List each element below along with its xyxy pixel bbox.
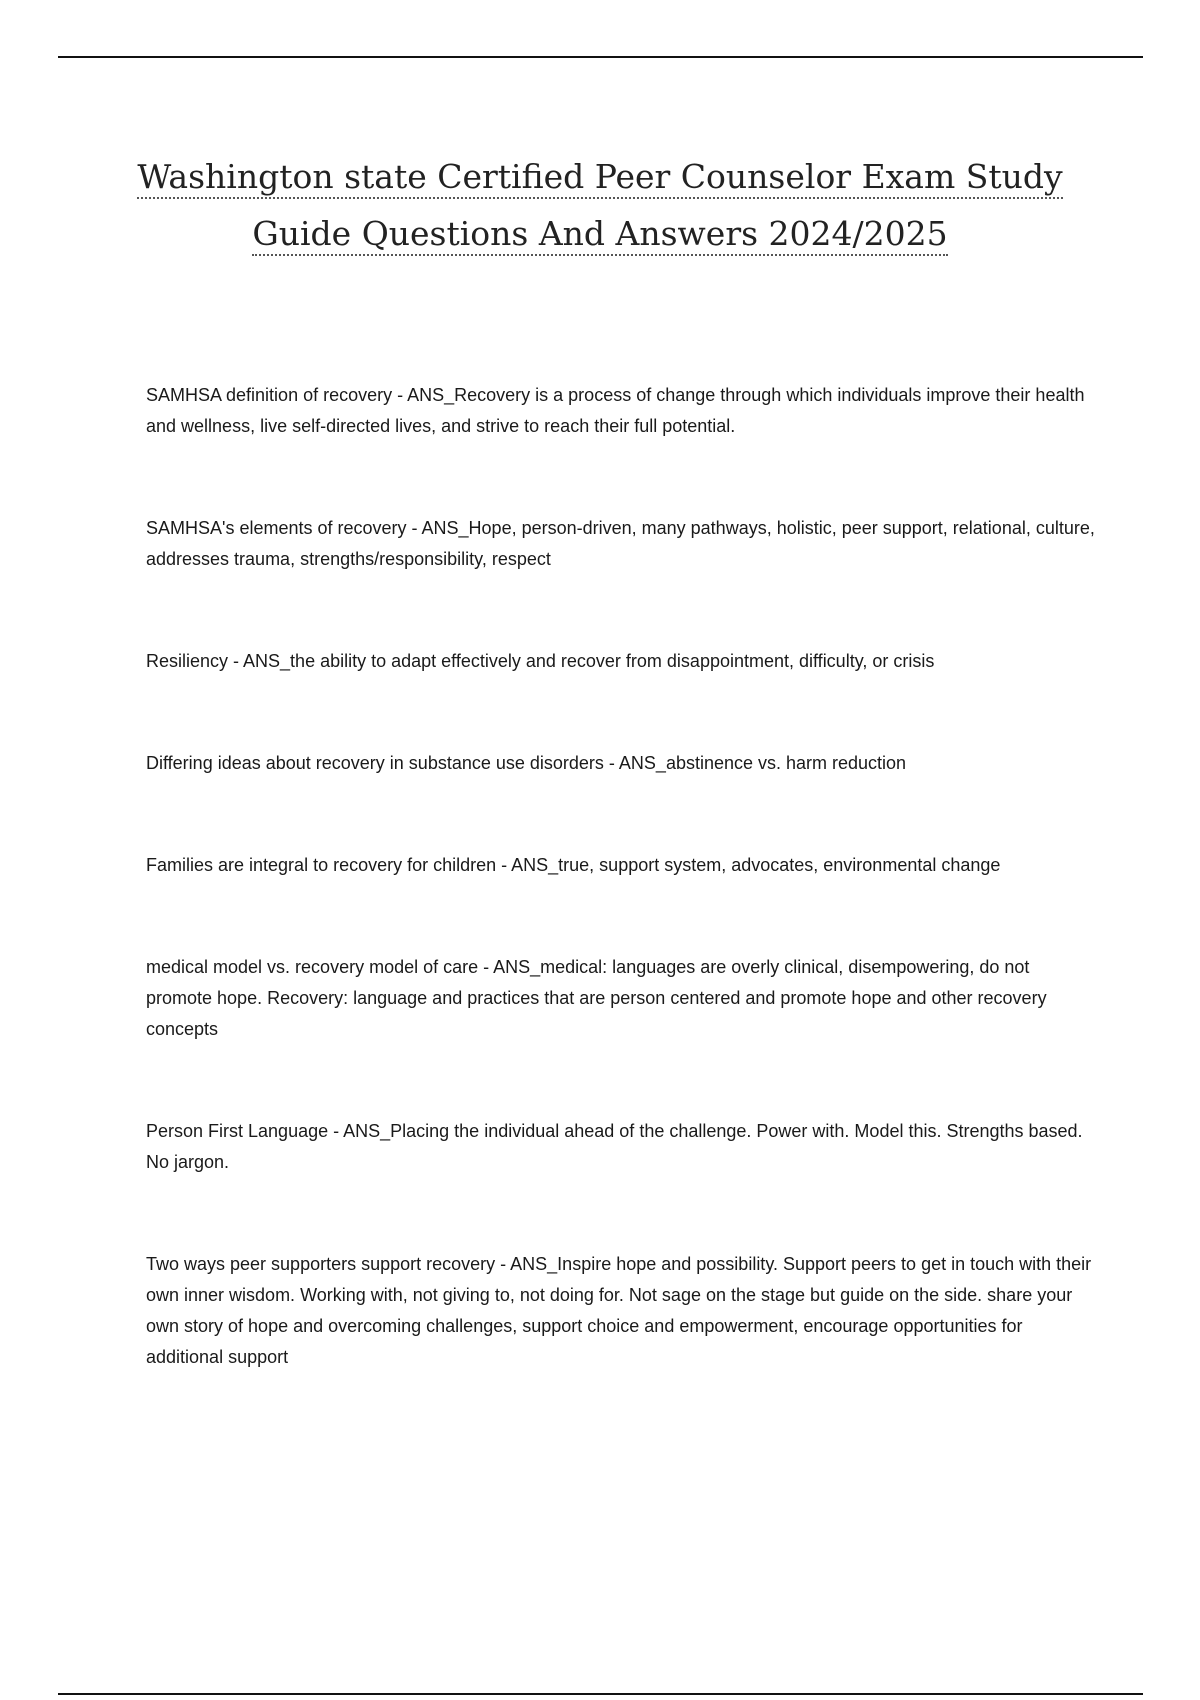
top-rule <box>58 56 1143 58</box>
qa-item-resiliency: Resiliency - ANS_the ability to adapt effectively and recover from disappointment, difficulty, or crisis <box>146 651 935 671</box>
qa-item-samhsa-elements: SAMHSA's elements of recovery - ANS_Hope, person-driven, many pathways, holistic, peer support, relational, culture, addresses trauma, strengths/responsibility, respect <box>146 518 1095 569</box>
qa-item-families-children: Families are integral to recovery for children - ANS_true, support system, advocates, environmental change <box>146 855 1001 875</box>
qa-item-medical-vs-recovery: medical model vs. recovery model of care - ANS_medical: languages are overly clinical, disempowering, do not promote hope. Recovery: language and practices that are person centered and promote hope and other recovery concepts <box>146 957 1047 1039</box>
qa-item-person-first-language: Person First Language - ANS_Placing the individual ahead of the challenge. Power with. Model this. Strengths based. No jargon. <box>146 1121 1083 1172</box>
qa-item-peer-supporters: Two ways peer supporters support recovery - ANS_Inspire hope and possibility. Support peers to get in touch with their own inner wisdom. Working with, not giving to, not doing for. Not sage on the stage but guide on the side. share your own story of hope and overcoming challenges, support choice and empowerment, encourage opportunities for additional support <box>146 1254 1092 1367</box>
page-title <box>100 148 1100 262</box>
bottom-rule <box>58 1693 1143 1695</box>
title-line-2: Guide Questions And Answers 2024/2025 <box>252 214 947 256</box>
title-line-1: Washington state Certified Peer Counselor Exam Study <box>137 157 1062 199</box>
qa-item-samhsa-definition: SAMHSA definition of recovery - ANS_Recovery is a process of change through which individuals improve their health and wellness, live self-directed lives, and strive to reach their full potential. <box>146 385 1085 436</box>
qa-list <box>146 380 1096 1373</box>
qa-item-substance-use-recovery: Differing ideas about recovery in substance use disorders - ANS_abstinence vs. harm reduction <box>146 753 907 773</box>
